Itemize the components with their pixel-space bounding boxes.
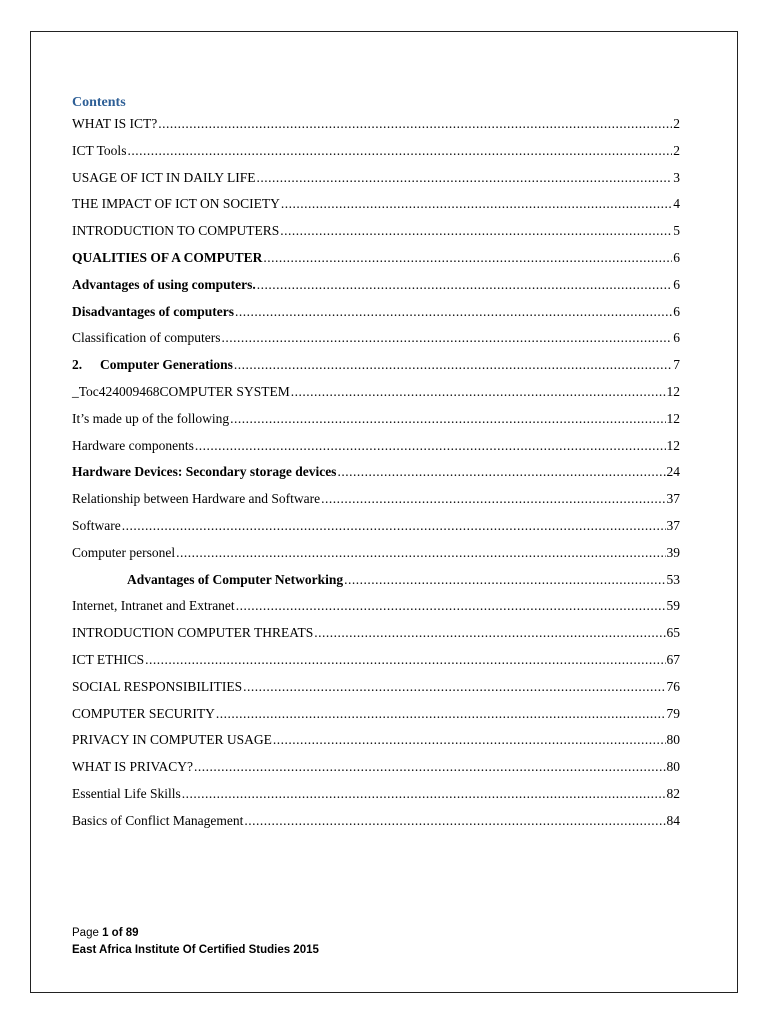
toc-entry[interactable] — [72, 706, 680, 733]
toc-entry-page: 3 — [673, 169, 680, 185]
toc-entry-page: 24 — [666, 464, 680, 480]
toc-dot-leader — [280, 223, 672, 239]
toc-dot-leader — [337, 464, 665, 480]
toc-entry-title — [72, 598, 235, 614]
page-current: 1 — [102, 927, 109, 939]
toc-entry[interactable] — [72, 438, 680, 465]
toc-entry-page: 2 — [673, 116, 680, 131]
toc-entry-title — [72, 545, 175, 561]
toc-entry[interactable] — [72, 572, 680, 599]
toc-dot-leader — [236, 598, 666, 614]
toc-entry-title — [72, 143, 126, 159]
toc-dot-leader — [221, 330, 672, 346]
toc-entry-page: 65 — [666, 625, 680, 641]
toc-dot-leader — [344, 572, 665, 588]
toc-entry-page: 82 — [666, 785, 680, 801]
toc-entry[interactable] — [72, 786, 680, 813]
toc-entry-title — [72, 679, 242, 695]
toc-dot-leader — [291, 384, 666, 400]
toc-entry[interactable] — [72, 625, 680, 652]
toc-dot-leader — [182, 786, 666, 802]
toc-entry[interactable] — [72, 170, 680, 197]
toc-entry-number: 2. — [72, 357, 83, 373]
page-of: of — [108, 927, 126, 939]
toc-entry-text: WHAT IS ICT? — [72, 116, 158, 131]
toc-entry-page: 6 — [673, 276, 680, 292]
toc-entry-page: 12 — [666, 437, 680, 453]
toc-entry-page: 76 — [666, 678, 680, 694]
toc-entry-page: 12 — [666, 410, 680, 426]
toc-entry-text: Hardware Devices: Secondary storage devices — [72, 464, 337, 480]
toc-entry-title — [72, 572, 343, 588]
toc-entry-title — [72, 464, 336, 480]
toc-dot-leader — [158, 116, 672, 132]
toc-entry[interactable] — [72, 304, 680, 331]
toc-dot-leader — [257, 170, 673, 186]
toc-entry-text: _Toc424009468COMPUTER SYSTEM — [72, 383, 290, 399]
toc-dot-leader — [321, 491, 665, 507]
toc-entry[interactable] — [72, 250, 680, 277]
toc-entry[interactable] — [72, 411, 680, 438]
toc-entry-text: Hardware components — [72, 437, 194, 453]
toc-entry[interactable] — [72, 116, 680, 143]
toc-entry[interactable] — [72, 330, 680, 357]
toc-entry[interactable] — [72, 759, 680, 786]
toc-dot-leader — [145, 652, 665, 668]
toc-entry-page: 12 — [666, 383, 680, 399]
toc-entry-title — [72, 196, 280, 212]
contents-heading: Contents — [72, 95, 126, 110]
table-of-contents — [72, 116, 680, 840]
toc-entry-text: Essential Life Skills — [72, 785, 181, 801]
toc-entry[interactable] — [72, 518, 680, 545]
toc-entry-title — [72, 706, 215, 722]
toc-entry[interactable] — [72, 652, 680, 679]
toc-entry-text: SOCIAL RESPONSIBILITIES — [72, 678, 243, 694]
toc-entry-title — [72, 759, 193, 775]
toc-entry-page: 80 — [666, 732, 680, 748]
toc-entry-page: 79 — [666, 705, 680, 721]
toc-entry[interactable] — [72, 196, 680, 223]
toc-dot-leader — [257, 277, 672, 293]
toc-entry-title — [72, 411, 229, 427]
toc-entry-text: QUALITIES OF A COMPUTER — [72, 249, 263, 265]
document-page — [30, 31, 738, 993]
toc-entry-page: 6 — [673, 330, 680, 346]
toc-dot-leader — [273, 732, 666, 748]
institution-name: East Africa Institute Of Certified Studies 2015 — [72, 944, 319, 956]
toc-dot-leader — [281, 196, 672, 212]
toc-entry-page: 5 — [673, 223, 680, 239]
toc-entry-text: WHAT IS PRIVACY? — [72, 759, 194, 775]
toc-entry-page: 53 — [666, 571, 680, 587]
page-total: 89 — [125, 927, 139, 939]
toc-entry-page: 6 — [673, 249, 680, 265]
toc-entry-page: 37 — [666, 491, 680, 507]
toc-entry[interactable] — [72, 813, 680, 840]
toc-entry-page: 84 — [666, 812, 680, 828]
toc-entry-title — [72, 625, 313, 641]
toc-entry-title — [72, 170, 256, 186]
toc-entry-text: PRIVACY IN COMPUTER USAGE — [72, 732, 272, 748]
toc-entry-title — [72, 384, 290, 400]
toc-entry[interactable] — [72, 491, 680, 518]
toc-entry-text: INTRODUCTION COMPUTER THREATS — [72, 625, 314, 641]
toc-dot-leader — [230, 411, 665, 427]
toc-entry-title — [72, 223, 279, 239]
toc-entry-text: THE IMPACT OF ICT ON SOCIETY — [72, 196, 280, 212]
toc-entry[interactable] — [72, 598, 680, 625]
toc-entry-text: ICT Tools — [72, 142, 127, 158]
toc-entry-text: ICT ETHICS — [72, 651, 145, 667]
toc-dot-leader — [243, 679, 665, 695]
toc-entry[interactable] — [72, 679, 680, 706]
toc-entry-text: Computer Generations — [100, 357, 233, 373]
toc-dot-leader — [216, 706, 666, 722]
toc-entry-page: 80 — [666, 759, 680, 775]
toc-entry-title — [72, 357, 233, 373]
toc-entry[interactable] — [72, 277, 680, 304]
toc-dot-leader — [122, 518, 666, 534]
toc-dot-leader — [176, 545, 665, 561]
toc-entry-page: 67 — [666, 651, 680, 667]
toc-dot-leader — [194, 759, 665, 775]
toc-entry-page: 39 — [666, 544, 680, 560]
toc-entry-text: COMPUTER SECURITY — [72, 705, 215, 721]
toc-entry-title — [72, 277, 256, 293]
toc-entry[interactable] — [72, 464, 680, 491]
toc-dot-leader — [244, 813, 665, 829]
toc-entry-text: Advantages of Computer Networking — [127, 571, 344, 587]
toc-dot-leader — [314, 625, 665, 641]
toc-entry-title — [72, 330, 220, 346]
toc-dot-leader — [127, 143, 672, 159]
page-number-line — [72, 925, 319, 942]
toc-entry-title — [72, 250, 262, 266]
toc-entry-page: 59 — [666, 598, 680, 614]
toc-entry-title — [72, 491, 320, 507]
toc-entry[interactable] — [72, 732, 680, 759]
toc-dot-leader — [235, 304, 672, 320]
toc-entry-title — [72, 786, 181, 802]
toc-entry-title — [72, 116, 157, 132]
toc-entry-page: 6 — [673, 303, 680, 319]
toc-entry-page: 2 — [673, 142, 680, 158]
toc-entry-title — [72, 438, 194, 454]
toc-entry-page: 4 — [673, 196, 680, 212]
toc-entry-text: Advantages of using computers. — [72, 276, 256, 292]
toc-dot-leader — [263, 250, 672, 266]
toc-dot-leader — [195, 438, 666, 454]
toc-entry-text: It’s made up of the following — [72, 410, 230, 426]
toc-dot-leader — [234, 357, 672, 373]
toc-entry-text: Computer personel — [72, 544, 176, 560]
toc-entry-text: Software — [72, 517, 121, 533]
toc-entry-title — [72, 304, 234, 320]
toc-entry-text: Basics of Conflict Management — [72, 812, 244, 828]
toc-entry-title — [72, 813, 243, 829]
toc-entry[interactable] — [72, 223, 680, 250]
toc-entry-text: Disadvantages of computers — [72, 303, 234, 319]
toc-entry[interactable] — [72, 357, 680, 384]
toc-entry-title — [72, 518, 121, 534]
toc-entry[interactable] — [72, 545, 680, 572]
toc-entry-title — [72, 732, 272, 748]
toc-entry[interactable] — [72, 143, 680, 170]
toc-entry-text: INTRODUCTION TO COMPUTERS — [72, 223, 280, 239]
toc-entry[interactable] — [72, 384, 680, 411]
toc-entry-page: 7 — [673, 357, 680, 373]
toc-entry-text: Classification of computers — [72, 330, 221, 346]
page-label: Page — [72, 927, 103, 939]
toc-entry-title — [72, 652, 144, 668]
toc-entry-page: 37 — [666, 517, 680, 533]
toc-entry-text: Relationship between Hardware and Software — [72, 491, 321, 507]
toc-entry-text: Internet, Intranet and Extranet — [72, 598, 235, 614]
toc-entry-text: USAGE OF ICT IN DAILY LIFE — [72, 169, 256, 185]
page-footer — [72, 925, 319, 959]
